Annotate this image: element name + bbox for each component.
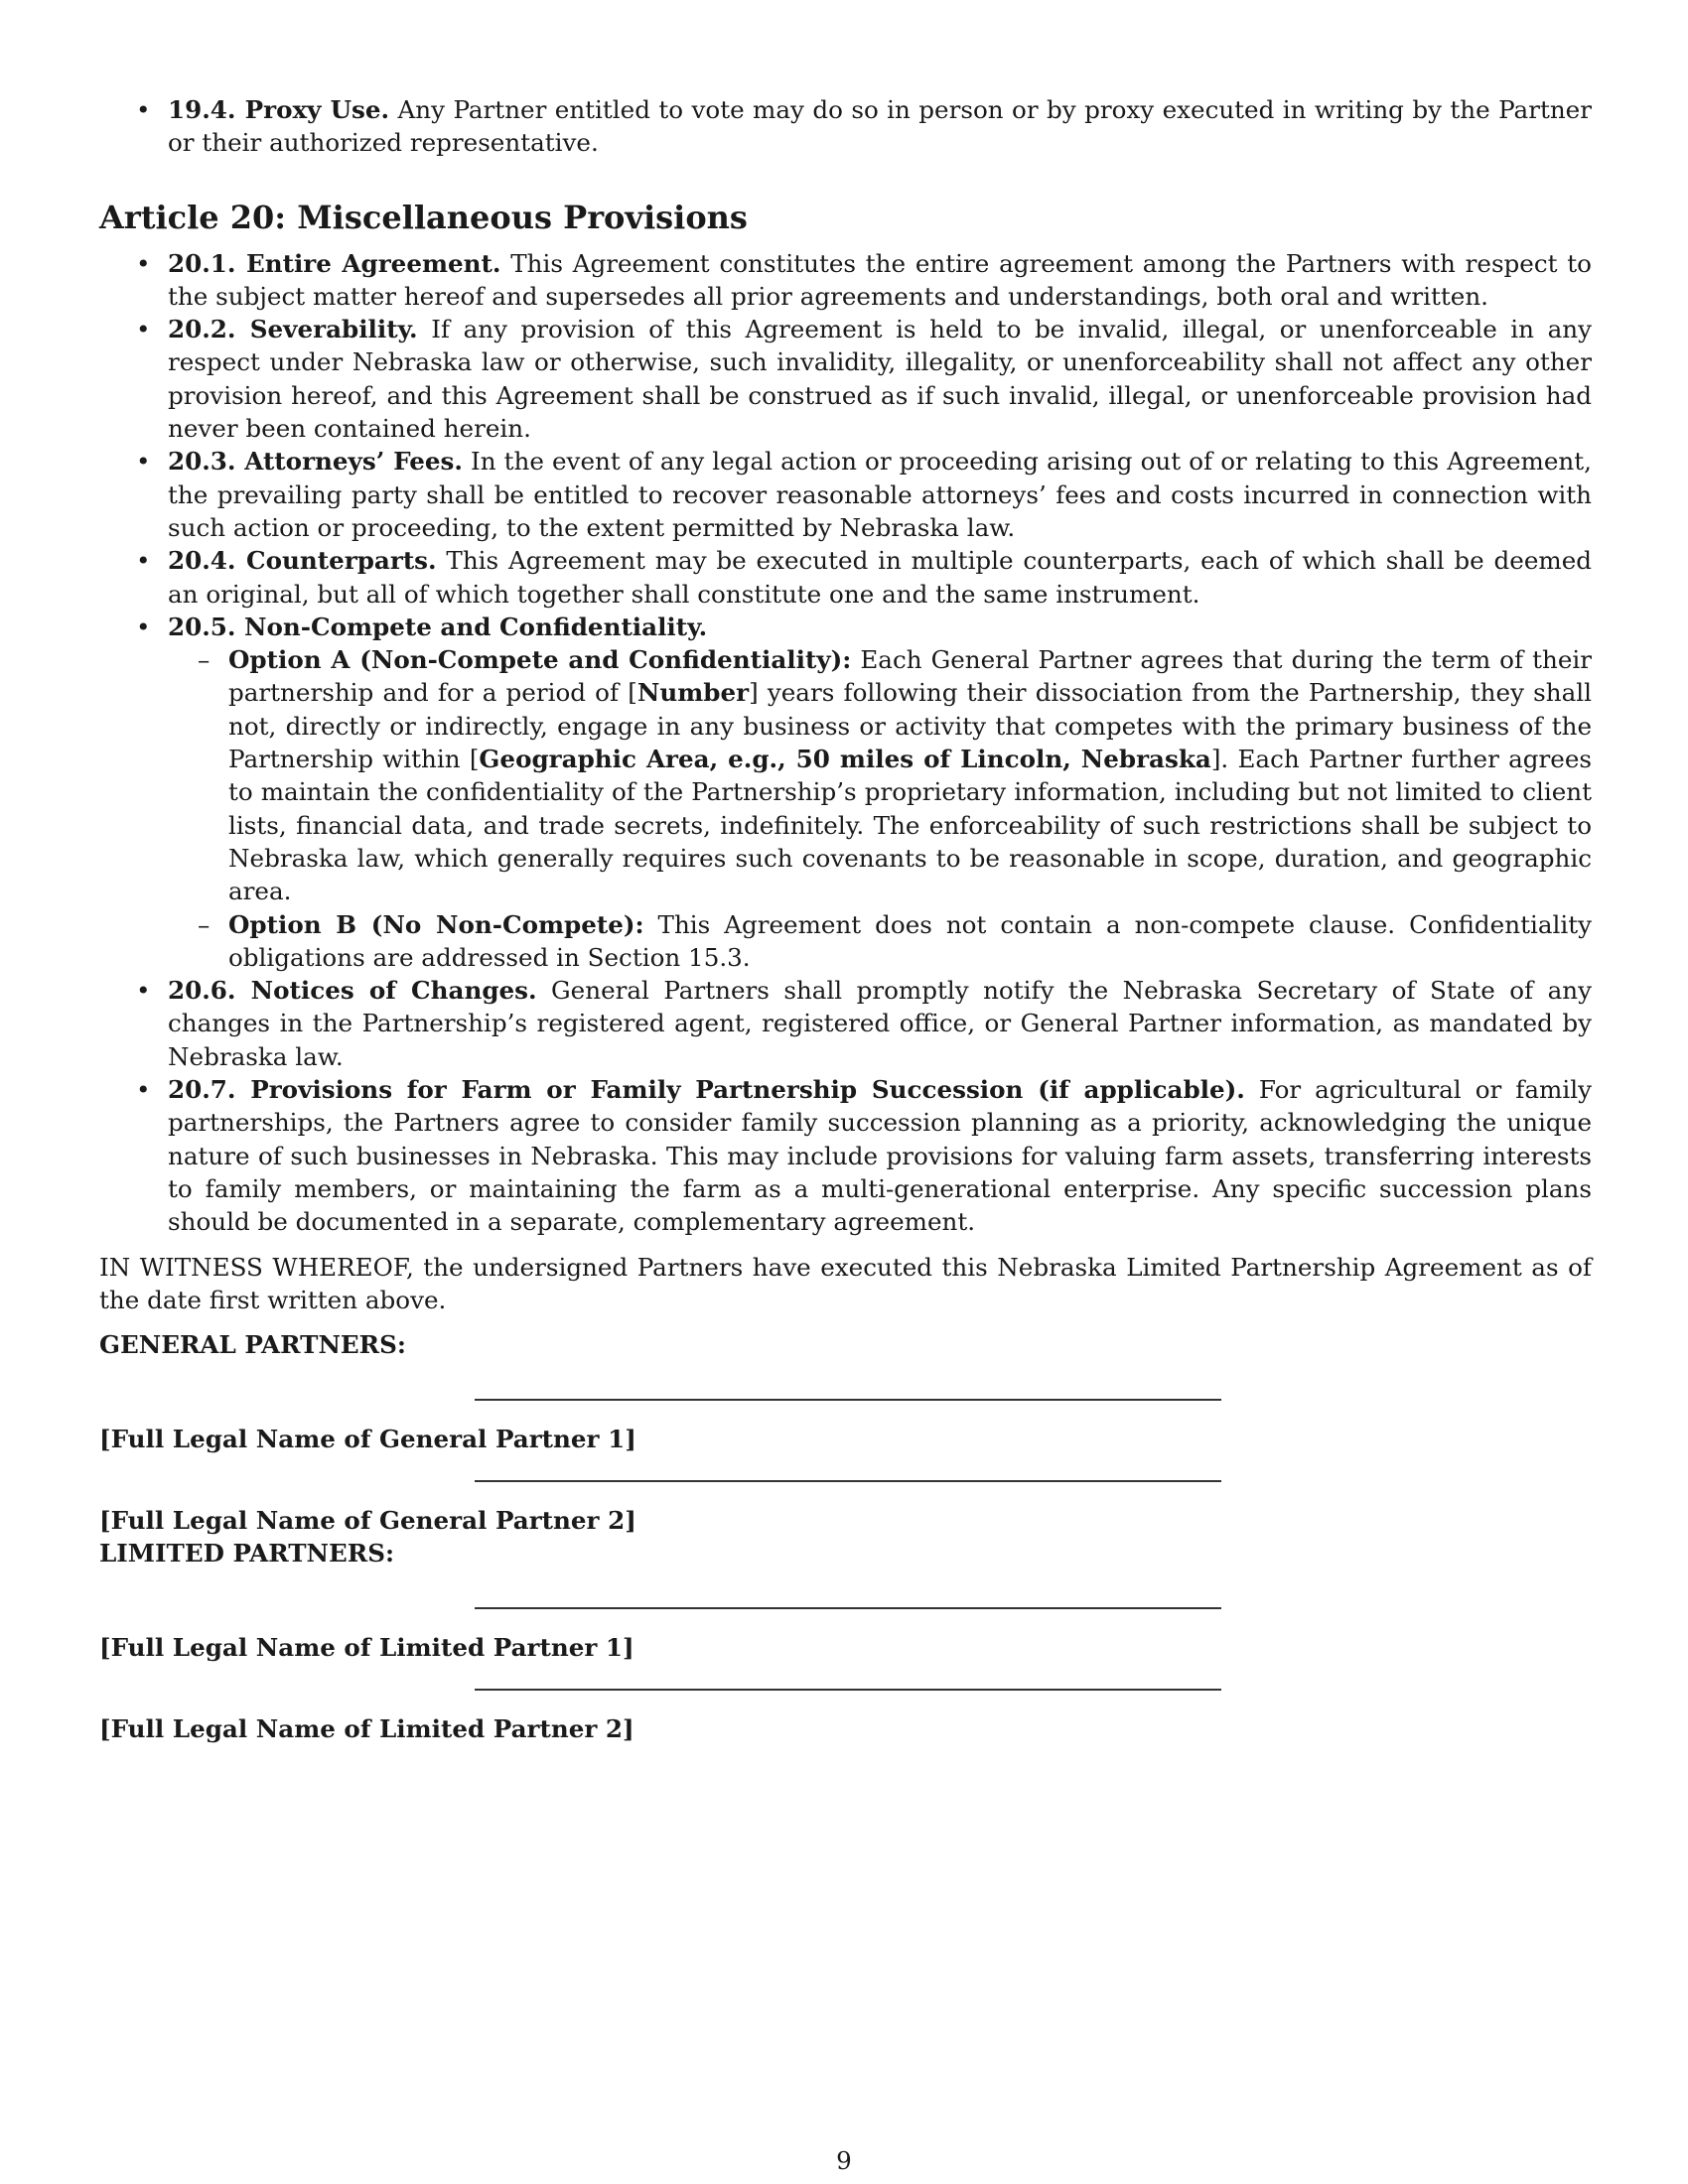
option-a	[168, 643, 1592, 907]
item-label: 20.5. Non-Compete and Confidentiality.	[168, 612, 708, 641]
signature-name: [Full Legal Name of Limited Partner 1]	[99, 1633, 634, 1663]
option-a-text: ] years following their dissociation from the Partnership, they shall not, directly or indirectly, engage in any business or activity that competes with the primary business of the Partnership within [	[228, 678, 1592, 774]
general-partner-1-name: Full Legal Name of General Partner 1	[110, 1425, 626, 1454]
item-text: In the event of any legal action or proceeding arising out of or relating to this Agreement, the prevailing party shall be entitled to recover reasonable attorneys’ fees and costs incurred in connection with such action or proceeding, to the extent permitted by Nebraska law.	[168, 447, 1592, 542]
document-page	[99, 93, 1592, 1745]
signature-name: [Full Legal Name of General Partner 1]	[99, 1425, 636, 1454]
item-label: 20.2. Severability.	[168, 315, 418, 344]
limited-partners-heading: LIMITED PARTNERS:	[99, 1538, 395, 1568]
list-item	[99, 247, 1592, 314]
item-label: 20.3. Attorneys’ Fees.	[168, 447, 463, 477]
signature-line	[475, 1399, 1221, 1401]
item-label: 20.6. Notices of Changes.	[168, 976, 537, 1006]
signature-line	[475, 1607, 1221, 1609]
signature-name: [Full Legal Name of General Partner 2]	[99, 1505, 636, 1535]
item-text: This Agreement may be executed in multiple counterparts, each of which shall be deemed an original, but all of which together shall constitute one and the same instrument.	[168, 546, 1592, 609]
limited-partner-2-name: Full Legal Name of Limited Partner 2	[110, 1713, 623, 1743]
general-partner-2-name: Full Legal Name of General Partner 2	[110, 1505, 626, 1535]
list-item	[99, 445, 1592, 544]
signature-block	[99, 1480, 1592, 1537]
signature-name: [Full Legal Name of Limited Partner 2]	[99, 1713, 634, 1743]
item-text: If any provision of this Agreement is held to be invalid, illegal, or unenforceable in any respect under Nebraska law or otherwise, such invalidity, illegality, or unenforceability shall not affect any other provision hereof, and this Agreement shall be construed as if such invalid, illegal, or unenforceable provision had never been contained herein.	[168, 315, 1592, 444]
option-b-text: This Agreement does not contain a non-compete clause. Confidentiality obligations are addressed in Section 15.3.	[228, 909, 1592, 972]
item-text: For agricultural or family partnerships, the Partners agree to consider family succession planning as a priority, acknowledging the unique nature of such businesses in Nebraska. This may include provisions for valuing farm assets, transferring interests to family members, or maintaining the farm as a multi-generational enterprise. Any specific succession plans should be documented in a separate, complementary agreement.	[168, 1075, 1592, 1237]
article-20-list	[99, 247, 1592, 1239]
item-text: Any Partner entitled to vote may do so in person or by proxy executed in writing by the Partner or their authorized representative.	[168, 95, 1592, 158]
list-item	[99, 974, 1592, 1073]
list-item	[99, 544, 1592, 611]
signature-block	[99, 1689, 1592, 1745]
option-a-text: ]. Each Partner further agrees to maintain the confidentiality of the Partnership’s proprietary information, including but not limited to client lists, financial data, and trade secrets, indefinitely. The enforceability of such restrictions shall be subject to Nebraska law, which generally requires such covenants to be reasonable in scope, duration, and geographic area.	[228, 745, 1592, 906]
option-a-text: Each General Partner agrees that during the term of their partnership and for a period of [	[228, 645, 1592, 708]
list-item	[99, 313, 1592, 445]
item-text: General Partners shall promptly notify the Nebraska Secretary of State of any changes in the Partnership’s registered agent, registered office, or General Partner information, as mandated by Nebraska law.	[168, 976, 1592, 1071]
placeholder-number: Number	[636, 678, 750, 708]
list-item	[99, 93, 1592, 160]
item-label: 20.7. Provisions for Farm or Family Partnership Succession (if applicable).	[168, 1075, 1245, 1105]
placeholder-geographic-area: Geographic Area, e.g., 50 miles of Lincoln, Nebraska	[479, 745, 1211, 774]
item-text: This Agreement constitutes the entire agreement among the Partners with respect to the subject matter hereof and supersedes all prior agreements and understandings, both oral and written.	[168, 248, 1592, 311]
list-item	[99, 1073, 1592, 1238]
section-19-list	[99, 93, 1592, 160]
options-list	[168, 643, 1592, 974]
option-b	[168, 908, 1592, 975]
general-partners-heading: GENERAL PARTNERS:	[99, 1330, 406, 1360]
limited-partner-1-name: Full Legal Name of Limited Partner 1	[110, 1633, 623, 1663]
item-label: 20.1. Entire Agreement.	[168, 248, 501, 278]
signature-line	[475, 1689, 1221, 1691]
signature-line	[475, 1480, 1221, 1482]
article-title: Article 20: Miscellaneous Provisions	[99, 198, 748, 236]
signature-block	[99, 1399, 1592, 1455]
item-label: 20.4. Counterparts.	[168, 546, 437, 576]
item-label: 19.4. Proxy Use.	[168, 95, 390, 124]
page-number: 9	[836, 2146, 852, 2175]
option-b-label: Option B (No Non-Compete):	[228, 909, 644, 939]
list-item	[99, 611, 1592, 974]
witness-clause: IN WITNESS WHEREOF, the undersigned Partners have executed this Nebraska Limited Partnership Agreement as of the date first written above.	[99, 1252, 1592, 1314]
signature-block	[99, 1607, 1592, 1664]
option-a-label: Option A (Non-Compete and Confidentiality):	[228, 645, 852, 675]
